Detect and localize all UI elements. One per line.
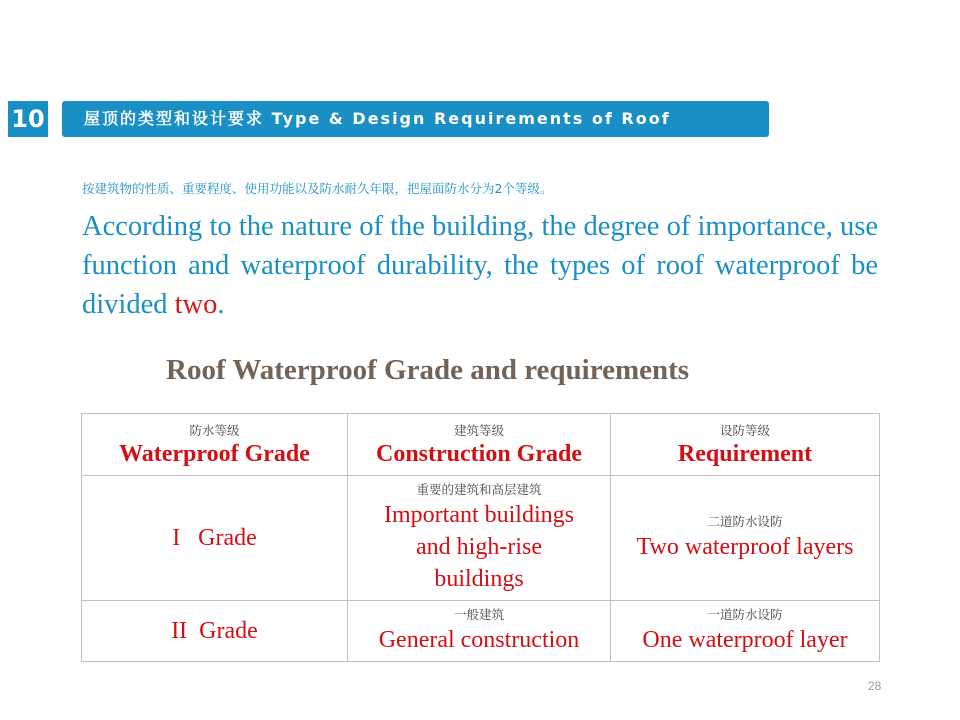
requirement-en: One waterproof layer — [642, 627, 848, 653]
header-cell-construction-grade — [348, 414, 611, 476]
header-cn-label: 建筑等级 — [453, 422, 504, 438]
table-row — [82, 601, 880, 662]
construction-cell — [348, 601, 611, 662]
construction-en: General construction — [378, 627, 580, 653]
requirement-en: Two waterproof layers — [636, 534, 854, 560]
grade-label: II Grade — [171, 617, 258, 644]
intro-english-highlight: two — [174, 289, 218, 320]
header-en-label: Construction Grade — [376, 440, 582, 467]
grade-cell — [82, 476, 348, 601]
table-row — [82, 476, 880, 601]
grade-label: I Grade — [172, 524, 257, 551]
table-title: Roof Waterproof Grade and requirements — [166, 354, 690, 386]
header-en-label: Waterproof Grade — [119, 440, 310, 467]
table-header-row — [82, 414, 880, 476]
construction-cell — [348, 476, 611, 601]
header-cell-waterproof-grade — [82, 414, 348, 476]
page-number: 28 — [868, 679, 882, 693]
requirement-cell — [611, 476, 880, 601]
header-cn-label: 防水等级 — [189, 422, 240, 438]
header-en-label: Requirement — [677, 440, 813, 467]
construction-cn: 重要的建筑和高层建筑 — [416, 482, 542, 497]
header-cn-label: 设防等级 — [719, 422, 770, 438]
construction-cn: 一般建筑 — [453, 607, 504, 622]
intro-english-text — [82, 207, 878, 324]
construction-en: Important buildings and high-rise buildings — [384, 502, 574, 592]
requirement-cn: 二道防水设防 — [707, 514, 783, 529]
waterproof-grade-table — [81, 413, 880, 662]
intro-chinese-text: 按建筑物的性质、重要程度、使用功能以及防水耐久年限，把屋面防水分为2个等级。 — [82, 181, 553, 196]
intro-english-main: According to the nature of the building, the degree of importance, use function and waterproof durability, the types of roof waterproof be divided — [82, 211, 878, 320]
requirement-cell — [611, 601, 880, 662]
header-cell-requirement — [611, 414, 880, 476]
requirement-cn: 一道防水设防 — [707, 607, 783, 622]
intro-english-end: . — [217, 289, 225, 320]
section-number-badge: 10 — [8, 101, 48, 137]
section-title-bar: 屋顶的类型和设计要求 Type & Design Requirements of Roof — [62, 101, 769, 137]
grade-cell — [82, 601, 348, 662]
